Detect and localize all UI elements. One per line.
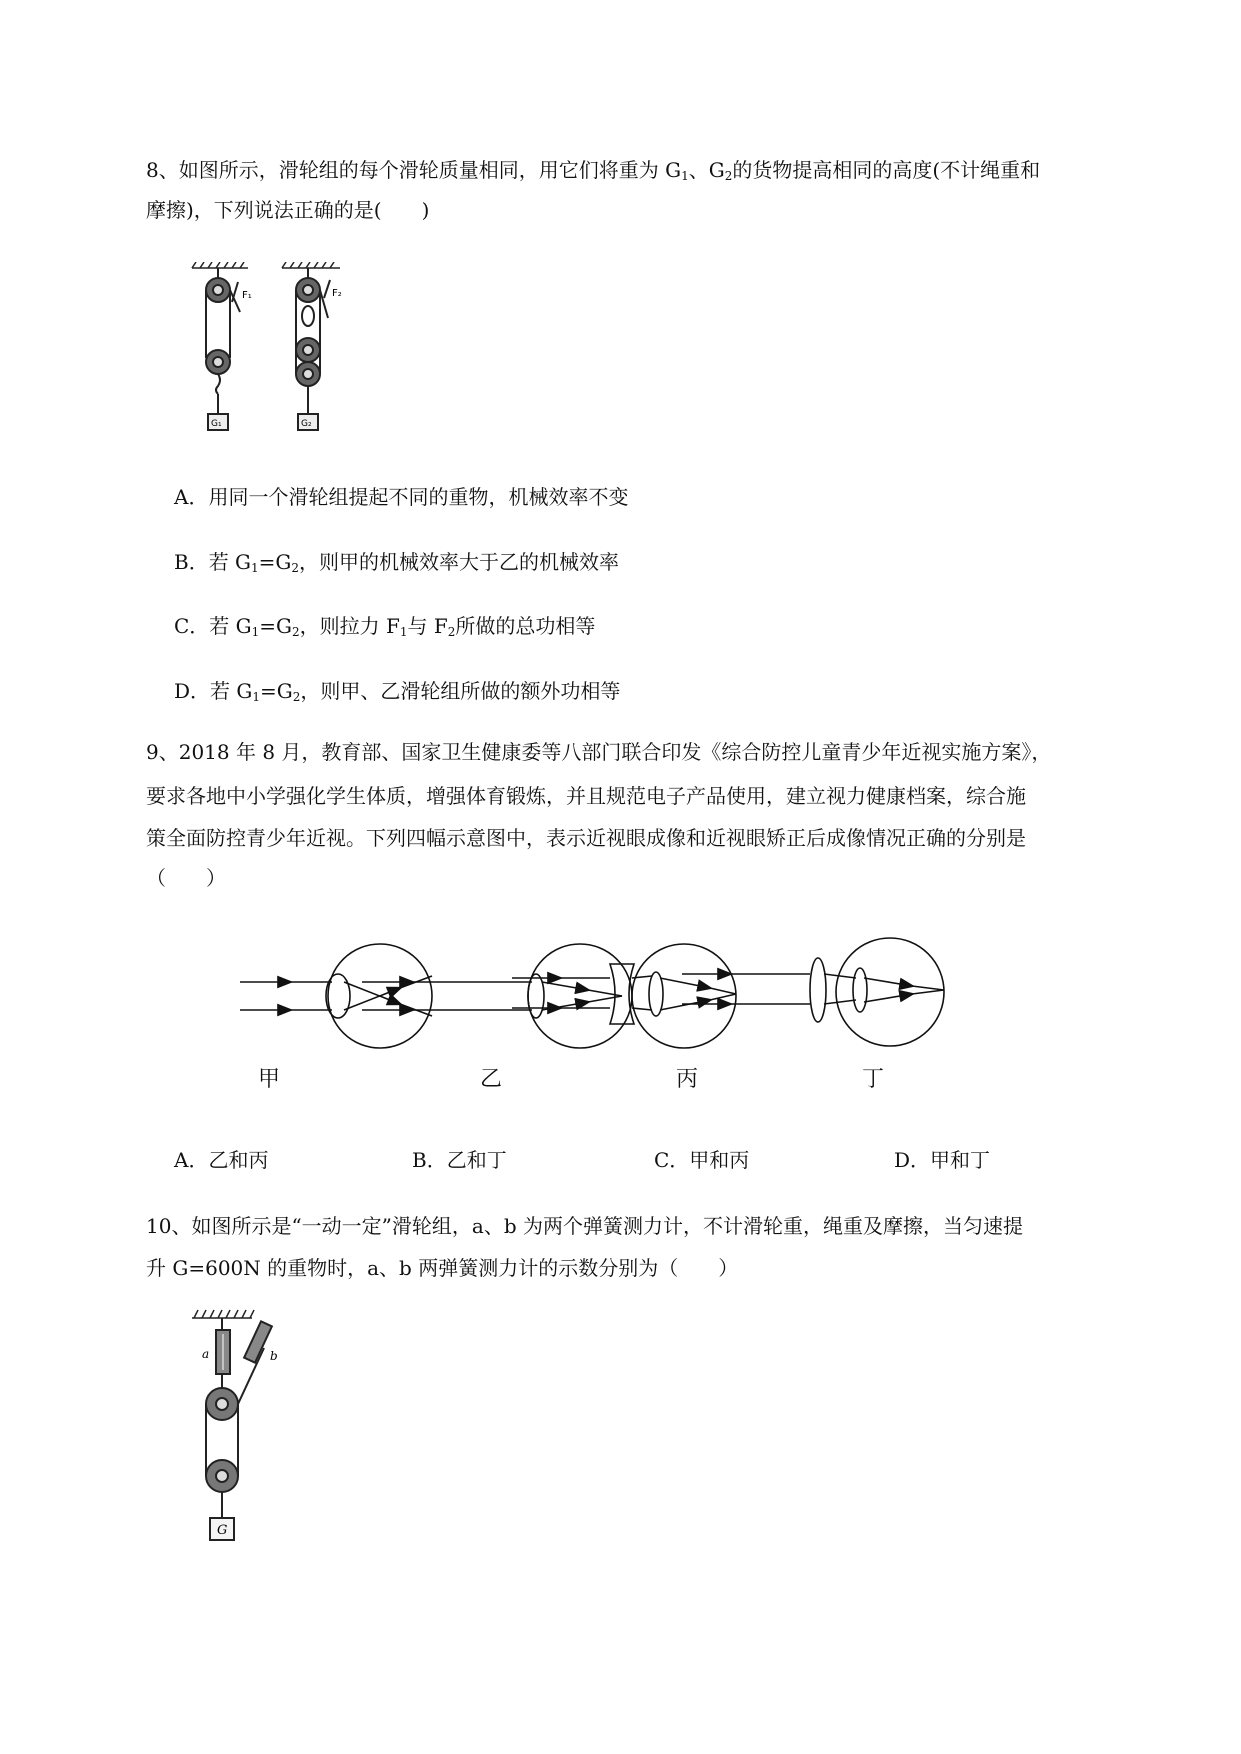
- weight-label-g: G: [217, 1523, 228, 1538]
- q8-option-b[interactable]: B．若 $G_1=G_2$，则甲的机械效率大于乙的机械效率: [174, 550, 620, 575]
- eye-diagram-jia: [240, 944, 432, 1048]
- scale-label-a: a: [202, 1347, 210, 1361]
- eye-diagram-yi: [362, 944, 632, 1048]
- eye-label-bing: 丙: [676, 1067, 699, 1092]
- weight-label-g1: G₁: [211, 419, 222, 429]
- q8-option-d[interactable]: D．若 $G_1=G_2$，则甲、乙滑轮组所做的额外功相等: [174, 679, 621, 704]
- q8-stem-line2: 摩擦)，下列说法正确的是( ): [146, 198, 430, 222]
- eye-label-ding: 丁: [862, 1067, 885, 1092]
- eye-label-jia: 甲: [258, 1067, 281, 1092]
- q8-option-a[interactable]: A．用同一个滑轮组提起不同的重物，机械效率不变: [174, 485, 629, 509]
- q9-eye-diagrams: [170, 928, 950, 1088]
- force-label-f2: F₂: [332, 288, 342, 299]
- q9-option-d[interactable]: D．甲和丁: [894, 1148, 991, 1172]
- q10-stem-line2: 升 G=600N 的重物时，a、b 两弹簧测力计的示数分别为（ ）: [146, 1256, 739, 1280]
- q8-option-c[interactable]: C．若 $G_1=G_2$，则拉力 $F_1$与 $F_2$所做的总功相等: [174, 614, 596, 639]
- eye-diagram-ding: [682, 938, 944, 1046]
- q9-stem-line4: （ ）: [146, 866, 226, 890]
- weight-label-g2: G₂: [301, 419, 312, 429]
- q8-pulley-figure: [170, 262, 370, 442]
- q10-stem-line1: 10、如图所示是“一动一定”滑轮组，a、b 为两个弹簧测力计，不计滑轮重，绳重及摩擦，当匀速提: [146, 1214, 1023, 1238]
- scale-label-b: b: [270, 1349, 278, 1363]
- q9-stem-line1: 9、2018 年 8 月，教育部、国家卫生健康委等八部门联合印发《综合防控儿童青少年近视实施方案》，: [146, 740, 1052, 764]
- force-label-f1: F₁: [242, 290, 252, 301]
- eye-diagram-bing: [512, 944, 736, 1048]
- q9-option-a[interactable]: A．乙和丙: [174, 1148, 269, 1172]
- q10-pulley-figure: [172, 1304, 312, 1554]
- q9-stem-line2: 要求各地中小学强化学生体质，增强体育锻炼，并且规范电子产品使用，建立视力健康档案，综合施: [146, 784, 1026, 808]
- eye-label-yi: 乙: [480, 1067, 503, 1092]
- q9-option-c[interactable]: C．甲和丙: [654, 1148, 750, 1172]
- q9-stem-line3: 策全面防控青少年近视。下列四幅示意图中，表示近视眼成像和近视眼矫正后成像情况正确的分别是: [146, 826, 1026, 850]
- q8-stem-line1: 8、如图所示，滑轮组的每个滑轮质量相同，用它们将重为 $G_1$、$G_2$的货物提高相同的高度(不计绳重和: [146, 158, 1041, 183]
- q9-option-b[interactable]: B．乙和丁: [412, 1148, 507, 1172]
